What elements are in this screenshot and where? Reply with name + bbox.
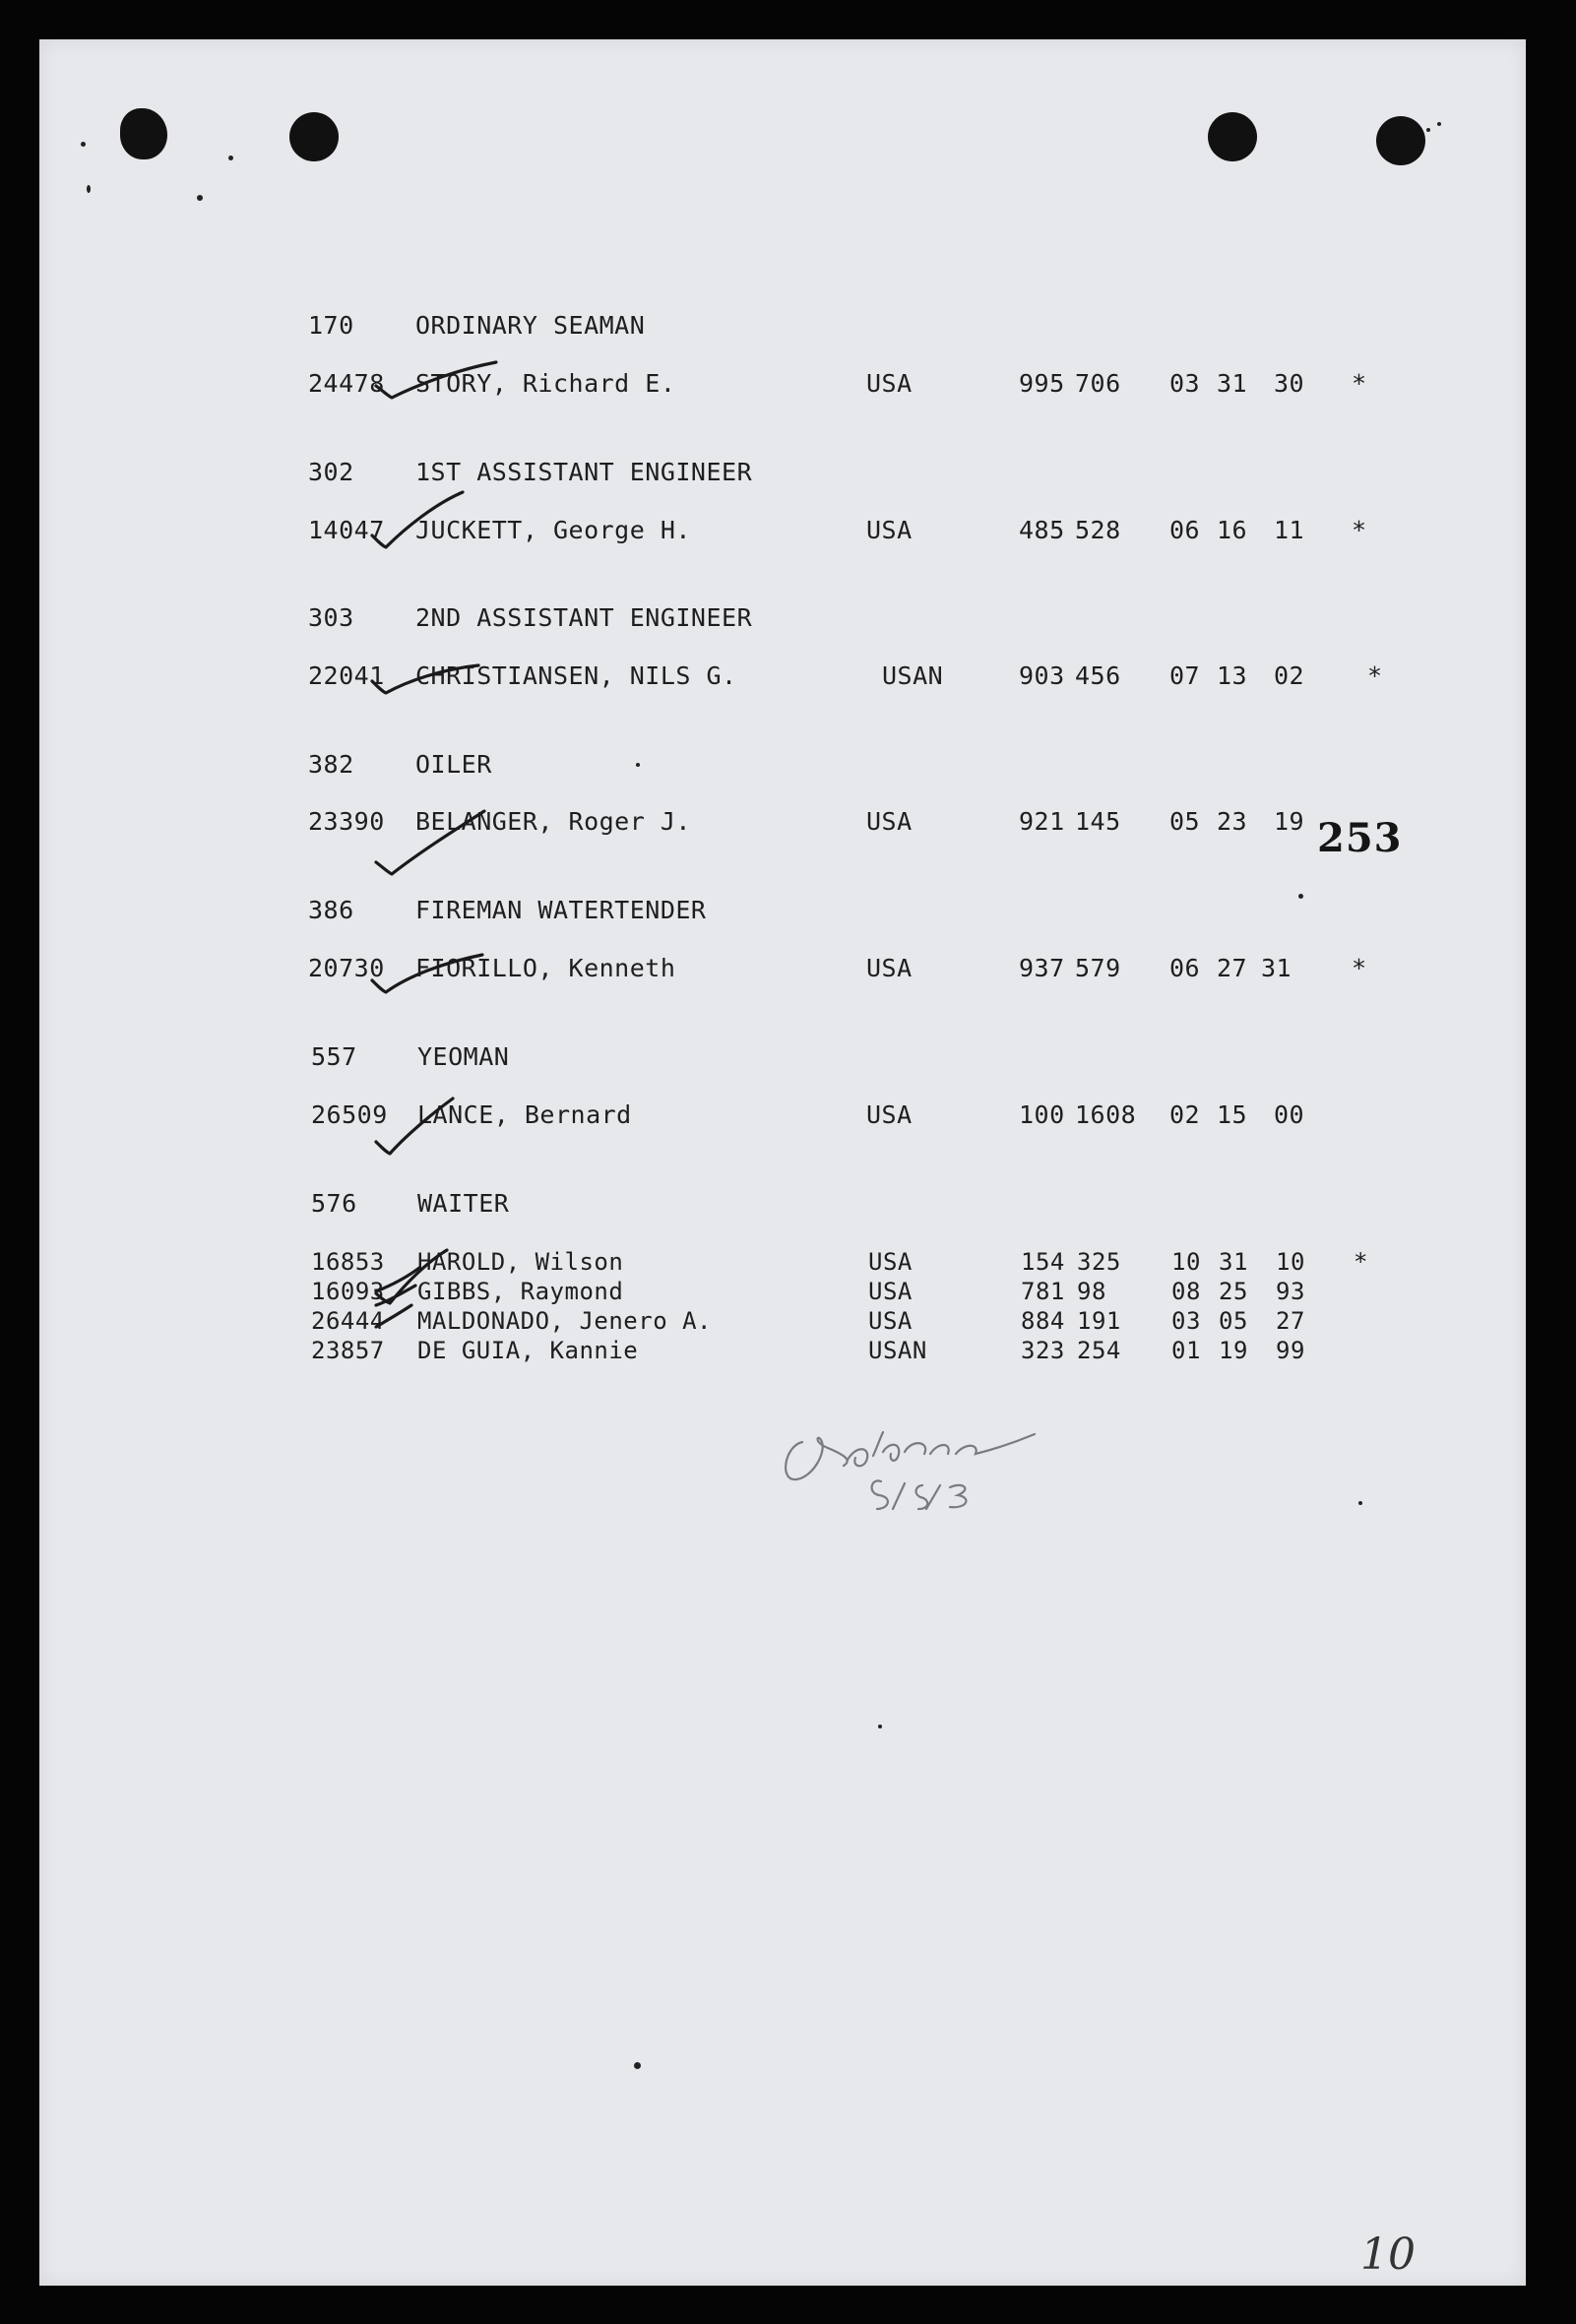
entry-date-day: 19 xyxy=(1219,1337,1248,1364)
entry-id: 26509 xyxy=(311,1100,388,1129)
check-mark-icon xyxy=(372,474,510,534)
check-mark-icon xyxy=(376,1085,514,1144)
entry-id: 16093 xyxy=(311,1278,385,1305)
entry-date-day: 23 xyxy=(1217,807,1248,836)
entry-date-year: 10 xyxy=(1276,1248,1305,1276)
check-mark-icon xyxy=(376,746,514,805)
speck xyxy=(1358,1501,1362,1505)
entry-date-month: 08 xyxy=(1171,1278,1201,1305)
entry-name: LANCE, Bernard xyxy=(417,1100,632,1129)
entry-number-2: 191 xyxy=(1077,1307,1121,1335)
entry-date-month: 03 xyxy=(1171,1307,1201,1335)
entry-name: HAROLD, Wilson xyxy=(417,1248,624,1276)
entry-nationality: USA xyxy=(868,1278,913,1305)
section-code: 170 xyxy=(308,311,354,340)
entry-date-year: 27 xyxy=(1276,1307,1305,1335)
check-mark-icon xyxy=(376,356,514,415)
entry-asterisk: * xyxy=(1367,661,1383,690)
speck xyxy=(87,185,91,193)
speck xyxy=(228,156,233,160)
speck xyxy=(1437,122,1441,126)
entry-nationality: USAN xyxy=(882,661,944,690)
entry-number-2: 706 xyxy=(1075,369,1121,398)
entry-date-day: 27 xyxy=(1217,954,1248,982)
entry-number-2: 254 xyxy=(1077,1337,1121,1364)
entry-number-1: 903 xyxy=(1019,661,1065,690)
entry-date-month: 07 xyxy=(1169,661,1201,690)
section-title: OILER xyxy=(415,750,492,779)
entry-name: BELANGER, Roger J. xyxy=(415,807,691,836)
entry-number-1: 154 xyxy=(1021,1248,1065,1276)
entry-number-2: 98 xyxy=(1077,1278,1106,1305)
entry-name: GIBBS, Raymond xyxy=(417,1278,624,1305)
entry-asterisk: * xyxy=(1352,369,1367,398)
entry-date-month: 06 xyxy=(1169,954,1201,982)
punch-hole xyxy=(289,112,339,161)
entry-date-year: 19 xyxy=(1274,807,1305,836)
section-title: YEOMAN xyxy=(417,1042,510,1071)
entry-nationality: USA xyxy=(866,516,913,544)
entry-id: 22041 xyxy=(308,661,385,690)
entry-date-month: 03 xyxy=(1169,369,1201,398)
entry-date-month: 06 xyxy=(1169,516,1201,544)
handwritten-page-number: 10 xyxy=(1360,2230,1416,2280)
entry-nationality: USA xyxy=(866,807,913,836)
check-mark-icon xyxy=(372,648,510,707)
entry-number-2: 145 xyxy=(1075,807,1121,836)
entry-date-day: 31 xyxy=(1219,1248,1248,1276)
punch-hole xyxy=(1208,112,1257,161)
entry-date-year: 31 xyxy=(1261,954,1292,982)
entry-asterisk: * xyxy=(1352,516,1367,544)
entry-date-day: 05 xyxy=(1219,1307,1248,1335)
entry-name: FIORILLO, Kenneth xyxy=(415,954,676,982)
section-title: ORDINARY SEAMAN xyxy=(415,311,646,340)
speck xyxy=(197,195,203,201)
entry-number-2: 325 xyxy=(1077,1248,1121,1276)
entry-date-month: 10 xyxy=(1171,1248,1201,1276)
entry-date-day: 31 xyxy=(1217,369,1248,398)
entry-nationality: USA xyxy=(868,1307,913,1335)
entry-date-month: 05 xyxy=(1169,807,1201,836)
entry-name: DE GUIA, Kannie xyxy=(417,1337,639,1364)
section-title: WAITER xyxy=(417,1189,510,1218)
entry-nationality: USA xyxy=(866,954,913,982)
section-code: 576 xyxy=(311,1189,357,1218)
entry-id: 24478 xyxy=(308,369,385,398)
entry-nationality: USAN xyxy=(868,1337,927,1364)
entry-date-day: 15 xyxy=(1217,1100,1248,1129)
punch-hole xyxy=(1376,116,1425,165)
entry-number-2: 1608 xyxy=(1075,1100,1137,1129)
speck xyxy=(1426,128,1430,132)
entry-date-year: 00 xyxy=(1274,1100,1305,1129)
speck xyxy=(81,142,86,147)
speck xyxy=(878,1725,882,1728)
speck xyxy=(636,763,640,767)
speck xyxy=(634,2062,641,2069)
check-mark-icon xyxy=(376,1232,514,1291)
entry-nationality: USA xyxy=(866,1100,913,1129)
section-title: 2ND ASSISTANT ENGINEER xyxy=(415,603,753,632)
ink-blot xyxy=(120,108,167,159)
entry-id: 26444 xyxy=(311,1307,385,1335)
handwritten-signature xyxy=(783,1403,1098,1511)
speck xyxy=(1298,894,1303,899)
section-code: 302 xyxy=(308,458,354,486)
entry-date-month: 01 xyxy=(1171,1337,1201,1364)
entry-date-year: 11 xyxy=(1274,516,1305,544)
entry-id: 14047 xyxy=(308,516,385,544)
document-page xyxy=(39,39,1526,2286)
entry-name: STORY, Richard E. xyxy=(415,369,676,398)
entry-number-1: 323 xyxy=(1021,1337,1065,1364)
entry-date-day: 16 xyxy=(1217,516,1248,544)
entry-nationality: USA xyxy=(866,369,913,398)
entry-id: 23390 xyxy=(308,807,385,836)
entry-nationality: USA xyxy=(868,1248,913,1276)
entry-date-year: 99 xyxy=(1276,1337,1305,1364)
entry-id: 16853 xyxy=(311,1248,385,1276)
check-mark-icon xyxy=(372,941,510,1000)
entry-date-year: 30 xyxy=(1274,369,1305,398)
entry-number-1: 100 xyxy=(1019,1100,1065,1129)
entry-number-1: 995 xyxy=(1019,369,1065,398)
entry-number-1: 884 xyxy=(1021,1307,1065,1335)
entry-date-day: 13 xyxy=(1217,661,1248,690)
entry-date-year: 93 xyxy=(1276,1278,1305,1305)
entry-id: 23857 xyxy=(311,1337,385,1364)
entry-number-1: 781 xyxy=(1021,1278,1065,1305)
section-title: FIREMAN WATERTENDER xyxy=(415,896,707,924)
section-code: 386 xyxy=(308,896,354,924)
entry-asterisk: * xyxy=(1354,1248,1368,1276)
entry-name: JUCKETT, George H. xyxy=(415,516,691,544)
entry-number-2: 579 xyxy=(1075,954,1121,982)
section-code: 382 xyxy=(308,750,354,779)
entry-id: 20730 xyxy=(308,954,385,982)
entry-name: CHRISTIANSEN, NILS G. xyxy=(415,661,737,690)
section-title: 1ST ASSISTANT ENGINEER xyxy=(415,458,753,486)
entry-number-2: 456 xyxy=(1075,661,1121,690)
entry-number-1: 921 xyxy=(1019,807,1065,836)
entry-date-day: 25 xyxy=(1219,1278,1248,1305)
entry-asterisk: * xyxy=(1352,954,1367,982)
section-code: 303 xyxy=(308,603,354,632)
entry-number-1: 485 xyxy=(1019,516,1065,544)
entry-name: MALDONADO, Jenero A. xyxy=(417,1307,712,1335)
section-code: 557 xyxy=(311,1042,357,1071)
entry-date-year: 02 xyxy=(1274,661,1305,690)
stamped-number: 253 xyxy=(1317,815,1403,861)
entry-number-2: 528 xyxy=(1075,516,1121,544)
entry-number-1: 937 xyxy=(1019,954,1065,982)
entry-date-month: 02 xyxy=(1169,1100,1201,1129)
